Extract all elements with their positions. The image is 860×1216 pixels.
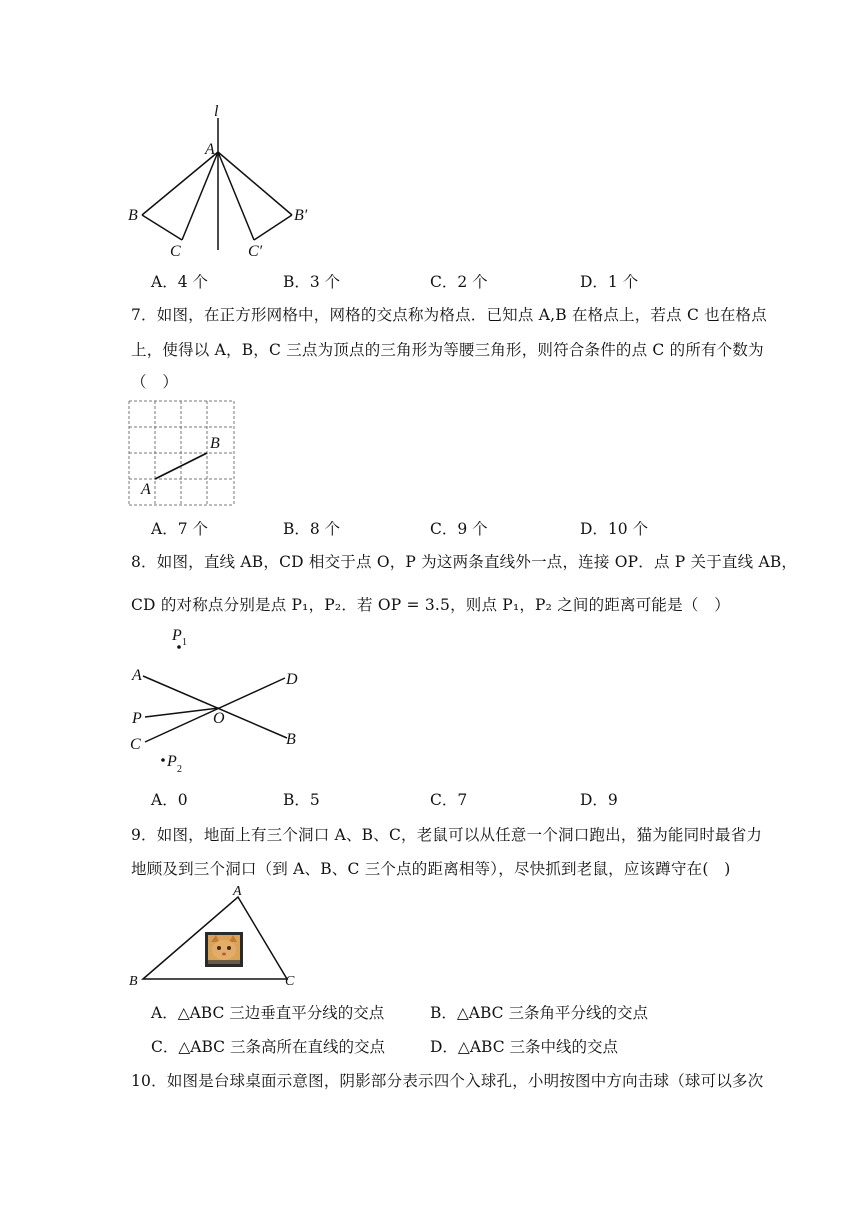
q8-label-b: B xyxy=(286,731,296,748)
q6-label-bprime: B′ xyxy=(294,207,308,224)
q6-option-d: D．1 个 xyxy=(580,273,639,291)
q9-option-a: A．△ABC 三边垂直平分线的交点 xyxy=(151,1004,385,1022)
q8-text-line1: 8．如图，直线 AB，CD 相交于点 O，P 为这两条直线外一点，连接 OP．点 P 关于直线 AB， xyxy=(131,553,798,571)
q7-grid-figure xyxy=(128,400,238,510)
q9-text-line1: 9．如图，地面上有三个洞口 A、B、C，老鼠可以从任意一个洞口跑出，猫为能同时最省力 xyxy=(131,826,763,844)
q8-label-a: A xyxy=(132,667,142,684)
q6-option-b: B．3 个 xyxy=(283,273,341,291)
cat-picture xyxy=(205,932,243,967)
q7-option-b: B．8 个 xyxy=(283,520,341,538)
q6-label-c: C xyxy=(170,243,181,260)
q8-label-d: D xyxy=(286,671,298,688)
q9-label-a: A xyxy=(233,884,242,899)
q6-option-c: C．2 个 xyxy=(430,273,488,291)
q9-option-c: C．△ABC 三条高所在直线的交点 xyxy=(151,1038,385,1056)
q7-label-a: A xyxy=(141,481,151,498)
q7-text-line1: 7．如图，在正方形网格中，网格的交点称为格点．已知点 A,B 在格点上，若点 C 也在格点 xyxy=(131,306,767,324)
q9-option-d: D．△ABC 三条中线的交点 xyxy=(430,1038,619,1056)
q7-text-line2: 上，使得以 A，B，C 三点为顶点的三角形为等腰三角形，则符合条件的点 C 的所有个数为 xyxy=(131,341,764,359)
q8-label-p: P xyxy=(132,710,142,727)
q6-label-b: B xyxy=(128,207,138,224)
q8-text-line2: CD 的对称点分别是点 P₁，P₂．若 OP = 3.5，则点 P₁，P₂ 之间的距离可能是（ ） xyxy=(131,596,730,614)
q8-option-c: C．7 xyxy=(430,791,468,809)
q7-option-a: A．7 个 xyxy=(151,520,208,538)
q9-option-b: B．△ABC 三条角平分线的交点 xyxy=(430,1004,648,1022)
q7-option-c: C．9 个 xyxy=(430,520,488,538)
q8-figure xyxy=(125,620,325,780)
q7-text-line3: （ ） xyxy=(131,373,179,391)
q6-label-a: A xyxy=(205,141,215,158)
q7-option-d: D．10 个 xyxy=(580,520,649,538)
q8-label-c: C xyxy=(130,736,141,753)
q7-label-b: B xyxy=(210,435,220,452)
q9-label-b: B xyxy=(129,974,138,989)
q8-label-p2: P xyxy=(167,753,177,770)
q8-label-p1: P xyxy=(172,627,182,644)
q6-label-cprime: C′ xyxy=(248,243,263,260)
q8-label-o: O xyxy=(213,710,225,727)
q8-label-p2-sub: 2 xyxy=(177,764,182,775)
q8-option-a: A．0 xyxy=(151,791,188,809)
q9-text-line2: 地顾及到三个洞口（到 A、B、C 三个点的距离相等），尽快抓到老鼠，应该蹲守在( ) xyxy=(131,860,731,878)
q6-option-a: A．4 个 xyxy=(151,273,208,291)
q9-label-c: C xyxy=(285,974,295,989)
q6-figure xyxy=(120,100,320,260)
q6-label-l: l xyxy=(214,103,219,120)
q8-option-d: D．9 xyxy=(580,791,618,809)
q8-label-p1-sub: 1 xyxy=(182,637,187,648)
q8-option-b: B．5 xyxy=(283,791,320,809)
q9-figure xyxy=(125,882,315,992)
q10-text-line1: 10．如图是台球桌面示意图，阴影部分表示四个入球孔，小明按图中方向击球（球可以多次 xyxy=(131,1072,764,1090)
